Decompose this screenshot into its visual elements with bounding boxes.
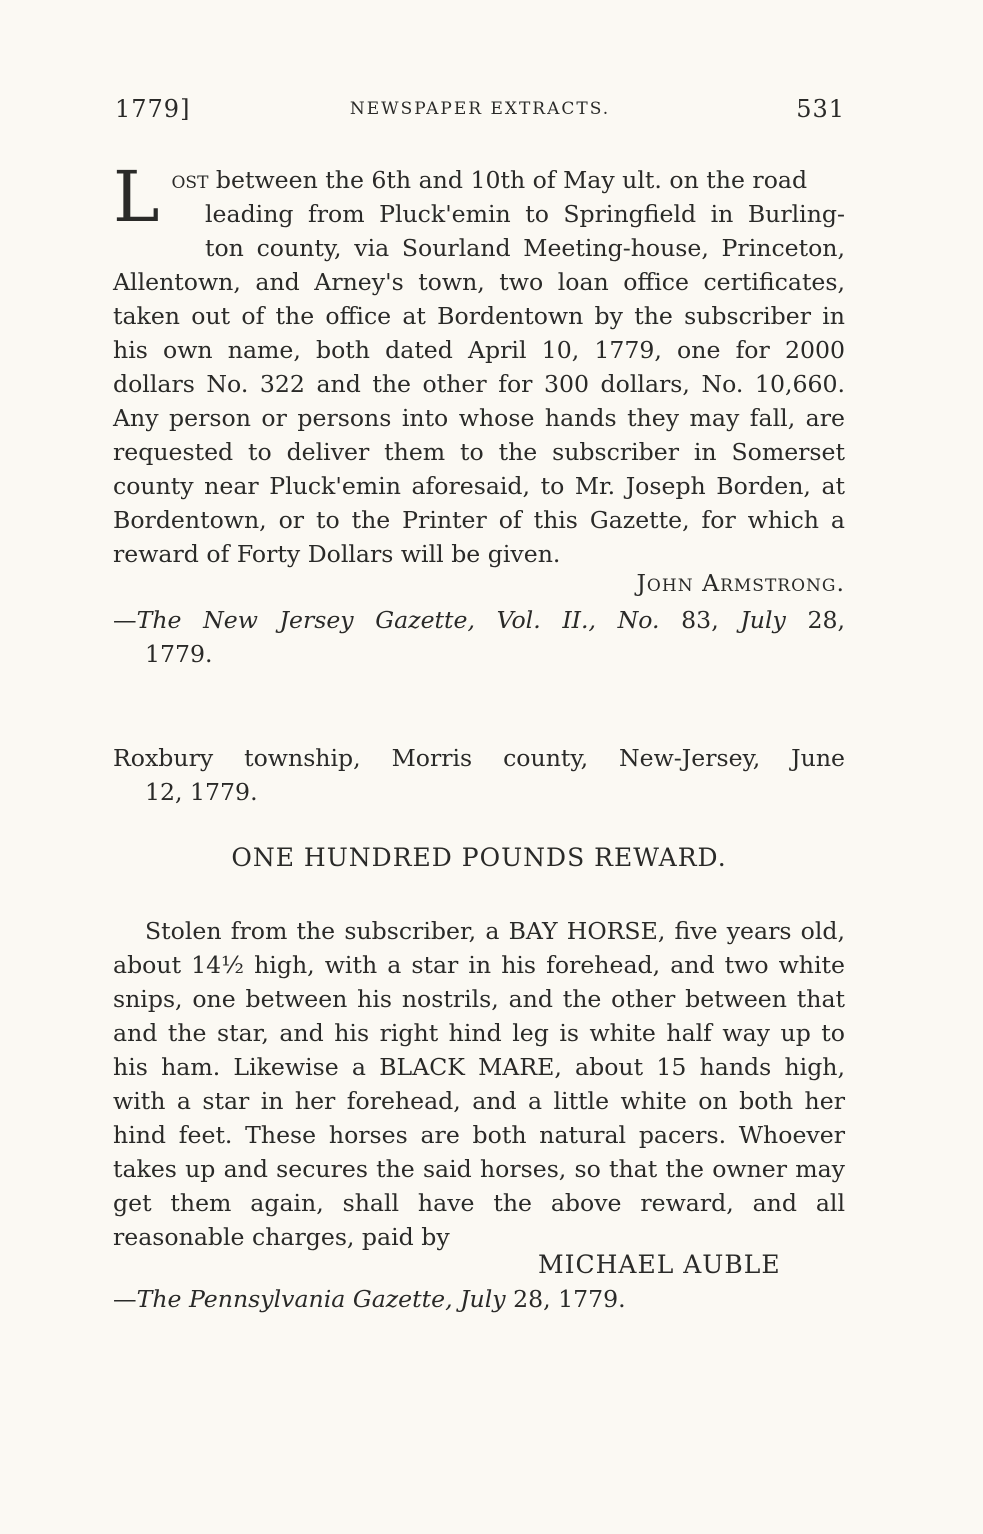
page-number: 531 <box>796 95 845 123</box>
header-title: NEWSPAPER EXTRACTS. <box>349 99 611 119</box>
ad1-line3: ton county, via Sourland Meeting-house, Princeton, <box>205 234 845 262</box>
ad1-line1: between the 6th and 10th of May ult. on the road <box>208 166 808 194</box>
citation-new-jersey-gazette <box>113 603 845 637</box>
citation-day: 28, <box>785 606 845 634</box>
signature-john-armstrong: John Armstrong. <box>636 569 845 597</box>
dateline: Roxbury township, Morris county, New-Jersey, June <box>113 744 845 772</box>
drop-cap: L <box>113 156 160 238</box>
citation-month: July <box>740 606 786 634</box>
lost-certificates-advertisement <box>113 156 845 571</box>
citation-paper: The New Jersey Gazette, Vol. II., No. <box>136 606 660 634</box>
citation-year: 1779. <box>145 640 213 668</box>
signature-michael-auble: MICHAEL AUBLE <box>538 1250 781 1279</box>
citation-paper: The Pennsylvania Gazette, July <box>136 1285 506 1313</box>
citation-dash: — <box>113 1285 137 1313</box>
ad1-body: Allentown, and Arney's town, two loan office certificates, taken out of the office at Bordentown by the subscriber in his own name, both dated April 10, 1779, one for 2000 dollars No. 322 and the other for 300 dollars, No. 10,660. Any person or persons into whose hands they may fall, are requested to deliver them to the subscriber in Somerset county near Pluck'emin aforesaid, to Mr. Joseph Borden, at Bordentown, or to the Printer of this Gazette, for which a reward of Forty Dollars will be given. <box>113 268 845 568</box>
dateline-date: 12, 1779. <box>145 778 258 806</box>
reward-heading: ONE HUNDRED POUNDS REWARD. <box>231 843 727 872</box>
header-year: 1779] <box>115 95 191 123</box>
running-header <box>115 95 845 125</box>
citation-pennsylvania-gazette <box>113 1285 626 1313</box>
citation-date: 28, 1779. <box>505 1285 626 1313</box>
citation-number: 83, <box>659 606 741 634</box>
ad1-line2: leading from Pluck'emin to Springfield in Burling- <box>205 200 845 228</box>
citation-dash: — <box>113 606 137 634</box>
lead-word: ost <box>171 166 209 194</box>
stolen-horses-advertisement: Stolen from the subscriber, a BAY HORSE, five years old, about 14½ high, with a star in his forehead, and two white snips, one between his nostrils, and the other between that and the star, and his right hind leg is white half way up to his ham. Likewise a BLACK MARE, about 15 hands high, with a star in her forehead, and a little white on both her hind feet. These horses are both natural pacers. Whoever takes up and secures the said horses, so that the owner may get them again, shall have the above reward, and all reasonable charges, paid by <box>113 917 845 1251</box>
